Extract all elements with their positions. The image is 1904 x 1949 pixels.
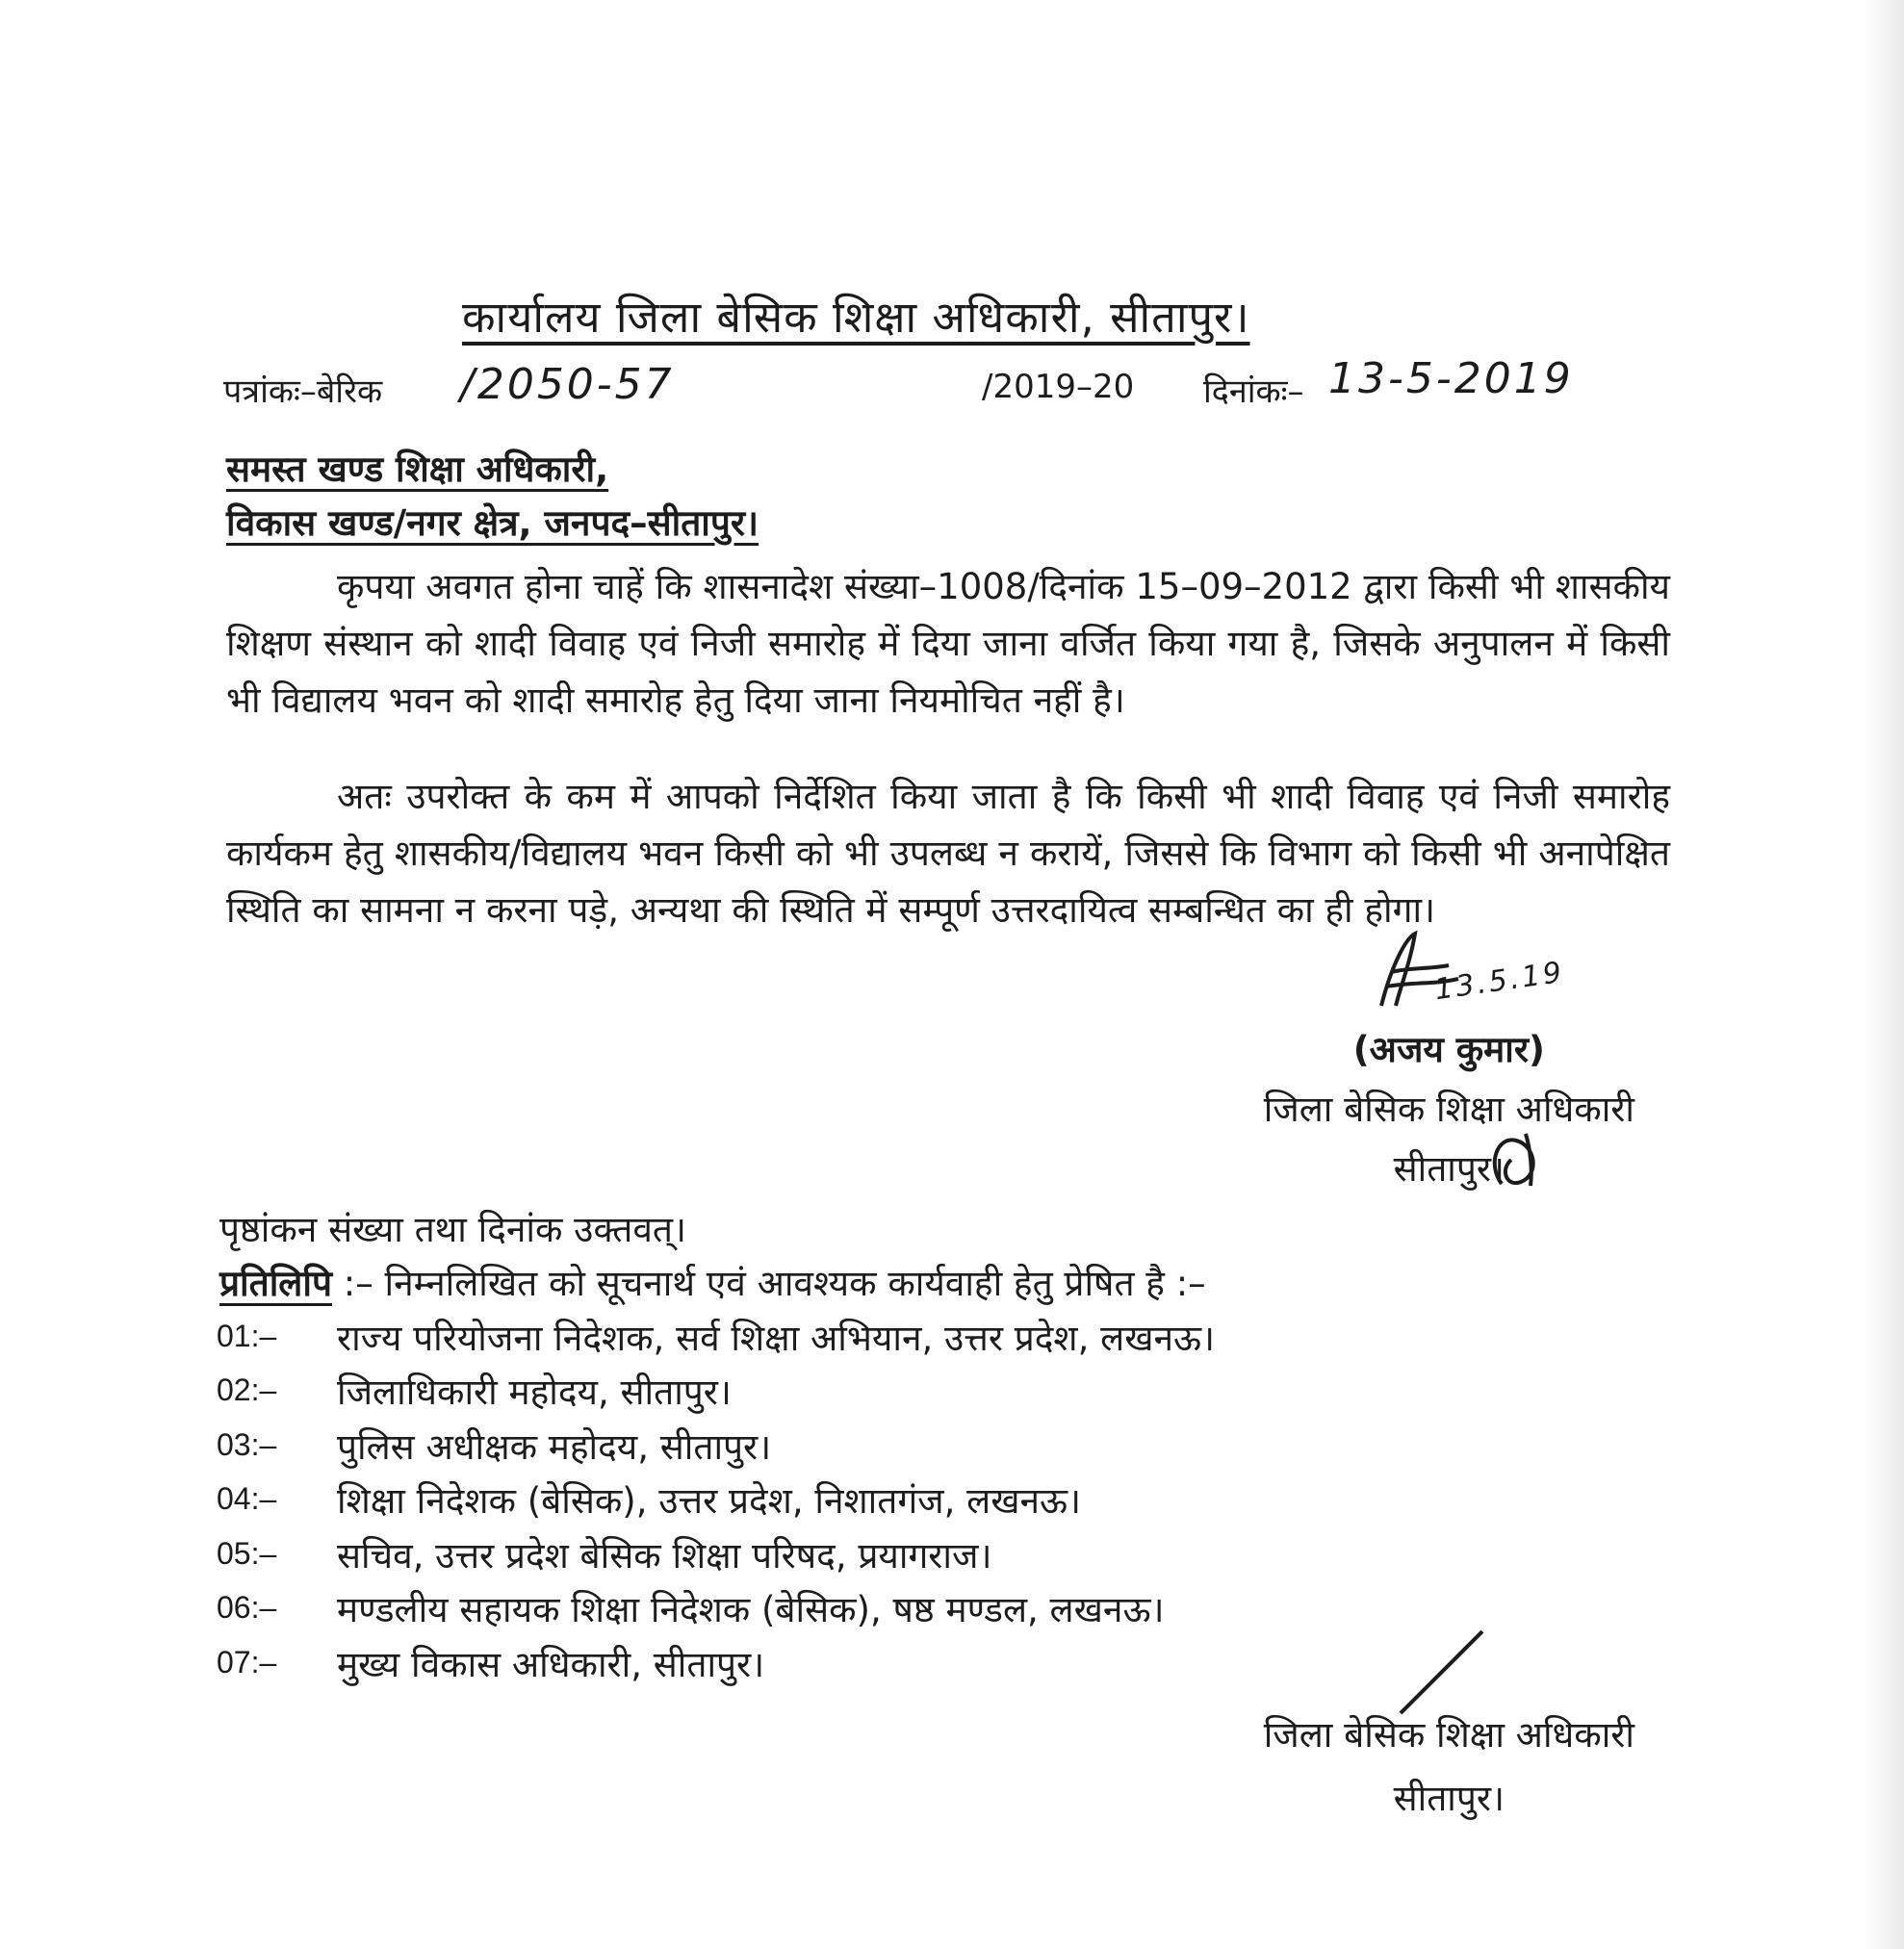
copy-item <box>217 1635 1215 1690</box>
copy-recipient: राज्य परियोजना निदेशक, सर्व शिक्षा अभियान, उत्तर प्रदेश, लखनऊ। <box>337 1317 1216 1359</box>
signature-block <box>1264 1020 1634 1199</box>
copy-item <box>217 1581 1215 1636</box>
copy-number: 05:– <box>217 1535 277 1571</box>
reference-year: /2019–20 <box>982 368 1135 406</box>
copy-item <box>217 1364 1215 1419</box>
copy-number: 02:– <box>217 1372 277 1408</box>
office-title: कार्यालय जिला बेसिक शिक्षा अधिकारी, सीतापुर। <box>462 292 1250 343</box>
copy-number: 01:– <box>217 1318 277 1353</box>
body-paragraph-2: अतः उपरोक्त के कम में आपको निर्देशित किया जाता है कि किसी भी शादी विवाह एवं निजी समारोह कार्यकम हेतु शासकीय/विद्यालय भवन किसी को भी उपलब्ध न करायें, जिससे कि विभाग को किसी भी अनापेक्षित स्थिति का सामना न करना पड़े, अन्यथा की स्थिति में सम्पूर्ण उत्तरदायित्व सम्बन्धित का ही होगा। <box>226 776 1670 931</box>
copy-header <box>219 1257 1206 1306</box>
copy-item <box>217 1473 1215 1527</box>
signatory-place: सीतापुर। <box>1393 1148 1505 1190</box>
page-edge-shadow <box>1865 0 1904 1949</box>
copy-item <box>217 1418 1215 1473</box>
copy-recipient: पुलिस अधीक्षक महोदय, सीतापुर। <box>337 1425 772 1468</box>
copy-recipient: सचिव, उत्तर प्रदेश बेसिक शिक्षा परिषद, प्रयागराज। <box>337 1534 992 1577</box>
reference-label: पत्रांकः–बेरिक <box>223 372 383 411</box>
addressee-line-2: विकास खण्ड/नगर क्षेत्र, जनपद–सीतापुर। <box>226 502 759 544</box>
copy-number: 07:– <box>217 1644 277 1680</box>
copy-item <box>217 1526 1215 1581</box>
initials-mark <box>1482 1126 1559 1193</box>
copy-list <box>217 1309 1215 1690</box>
addressee-line-1: समस्त खण्ड शिक्षा अधिकारी, <box>226 449 609 490</box>
copy-number: 04:– <box>217 1481 277 1517</box>
footer-designation: जिला बेसिक शिक्षा अधिकारी <box>1263 1714 1634 1756</box>
body-paragraph-1: कृपया अवगत होना चाहें कि शासनादेश संख्या–1008/दिनांक 15–09–2012 द्वारा किसी भी शासकीय शिक्षण संस्थान को शादी विवाह एवं निजी समारोह में दिया जाना वर्जित किया गया है, जिसके अनुपालन में किसी भी विद्यालय भवन को शादी समारोह हेतु दिया जाना नियमोचित नहीं है। <box>226 566 1670 721</box>
reference-number-handwritten: /2050-57 <box>460 360 675 409</box>
copy-item <box>217 1309 1215 1364</box>
signatory-name: (अजय कुमार) <box>1352 1029 1545 1070</box>
copy-recipient: मुख्य विकास अधिकारी, सीतापुर। <box>337 1643 765 1685</box>
copy-recipient: जिलाधिकारी महोदय, सीतापुर। <box>337 1372 732 1414</box>
footer-place: सीतापुर। <box>1393 1778 1505 1819</box>
endorsement-line: पृष्ठांकन संख्या तथा दिनांक उक्तवत्। <box>219 1209 687 1250</box>
copy-number: 06:– <box>217 1590 277 1626</box>
copy-label: प्रतिलिपि <box>219 1263 332 1304</box>
copy-number: 03:– <box>217 1426 277 1462</box>
date-label: दिनांकः– <box>1203 372 1304 411</box>
copy-recipient: शिक्षा निदेशक (बेसिक), उत्तर प्रदेश, निशातगंज, लखनऊ। <box>337 1480 1082 1523</box>
copy-recipient: मण्डलीय सहायक शिक्षा निदेशक (बेसिक), षष्ठ मण्डल, लखनऊ। <box>337 1589 1165 1631</box>
signatory-designation: जिला बेसिक शिक्षा अधिकारी <box>1263 1089 1634 1130</box>
signature-date-handwritten: 13.5.19 <box>1432 955 1567 1008</box>
copy-intro: :– निम्नलिखित को सूचनार्थ एवं आवश्यक कार्यवाही हेतु प्रेषित है :– <box>343 1263 1206 1304</box>
date-handwritten: 13-5-2019 <box>1328 354 1574 403</box>
footer-signature-block <box>1264 1704 1634 1831</box>
